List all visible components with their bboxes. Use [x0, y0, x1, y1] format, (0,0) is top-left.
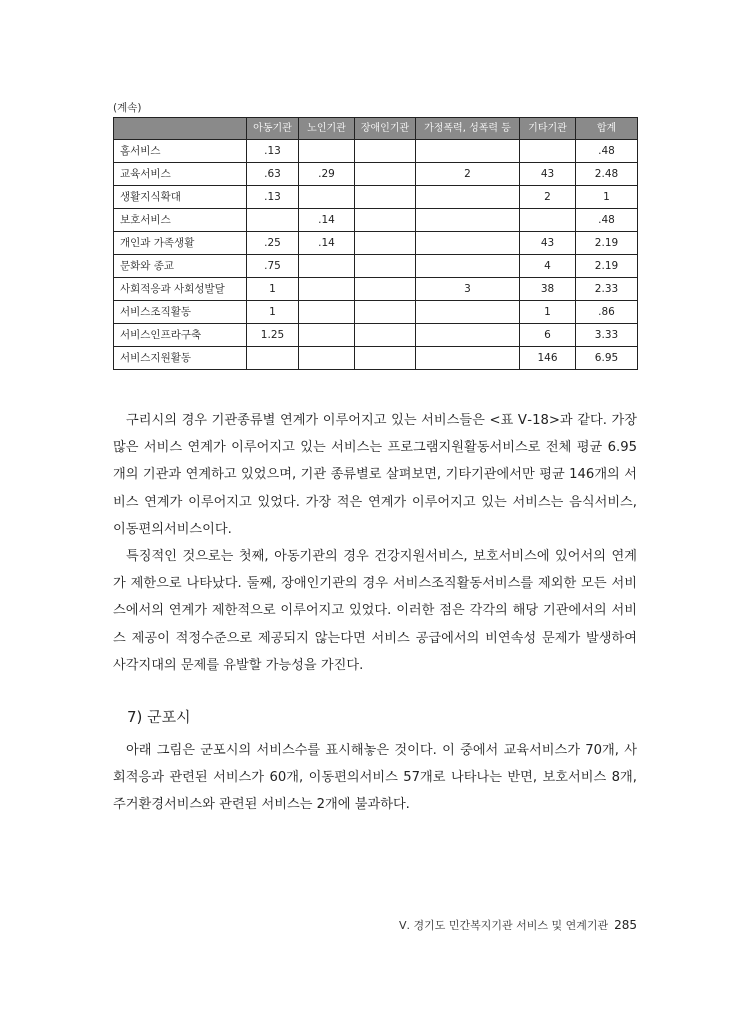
table-cell: 2 — [520, 186, 576, 209]
column-header: 장애인기관 — [355, 118, 416, 140]
table-cell: .13 — [247, 186, 299, 209]
table-cell: 3.33 — [576, 324, 638, 347]
table-cell: .86 — [576, 301, 638, 324]
table-cell — [520, 140, 576, 163]
table-cell: .25 — [247, 232, 299, 255]
row-label: 문화와 종교 — [114, 255, 247, 278]
table-cell — [416, 301, 520, 324]
row-label: 교육서비스 — [114, 163, 247, 186]
section-heading: 7) 군포시 — [127, 708, 191, 726]
table-cell: 2 — [416, 163, 520, 186]
table-cell — [416, 209, 520, 232]
table-cell — [299, 255, 355, 278]
section-paragraph: 아래 그림은 군포시의 서비스수를 표시해놓은 것이다. 이 중에서 교육서비스가 70개, 사회적응과 관련된 서비스가 60개, 이동편의서비스 57개로 나타나는 반면, 보호서비스 8개, 주거환경서비스와 관련된 서비스는 2개에 불과하다. — [113, 743, 637, 813]
table-row — [114, 278, 638, 301]
table-row — [114, 163, 638, 186]
column-header: 기타기관 — [520, 118, 576, 140]
column-header — [114, 118, 247, 140]
table-row — [114, 324, 638, 347]
table-cell: 2.48 — [576, 163, 638, 186]
column-header: 노인기관 — [299, 118, 355, 140]
table-cell — [416, 255, 520, 278]
table-cell: .29 — [299, 163, 355, 186]
table-cell: .48 — [576, 209, 638, 232]
continued-label: (계속) — [113, 102, 142, 114]
body-paragraph: 구리시의 경우 기관종류별 연계가 이루어지고 있는 서비스들은 <표 Ⅴ-18>과 같다. 가장 많은 서비스 연계가 이루어지고 있는 서비스는 프로그램지원활동서비스로 전체 평균 6.95개의 기관과 연계하고 있었으며, 기관 종류별로 살펴보면, 기타기관에서만 평균 146개의 서비스 연계가 이루어지고 있었다. 가장 적은 연계가 이루어지고 있는 서비스는 음식서비스, 이동편의서비스이다. — [113, 413, 637, 537]
row-label: 홈서비스 — [114, 140, 247, 163]
table-row — [114, 186, 638, 209]
column-header: 합계 — [576, 118, 638, 140]
table-cell — [416, 186, 520, 209]
table-cell — [299, 347, 355, 370]
table-cell: 4 — [520, 255, 576, 278]
table-cell: 2.19 — [576, 232, 638, 255]
row-label: 사회적응과 사회성발달 — [114, 278, 247, 301]
table-cell — [355, 347, 416, 370]
row-label: 서비스인프라구축 — [114, 324, 247, 347]
row-label: 생활지식확대 — [114, 186, 247, 209]
table-cell — [355, 324, 416, 347]
table-cell — [416, 232, 520, 255]
table-cell — [520, 209, 576, 232]
page-number: 285 — [614, 918, 637, 932]
table-cell — [299, 324, 355, 347]
table-cell: 43 — [520, 163, 576, 186]
table-cell: 1 — [576, 186, 638, 209]
table-cell — [355, 186, 416, 209]
table-cell: 2.33 — [576, 278, 638, 301]
table-cell — [355, 163, 416, 186]
table-cell — [299, 301, 355, 324]
footer-chapter-title: Ⅴ. 경기도 민간복지기관 서비스 및 연계기관 — [398, 919, 609, 932]
table-cell — [299, 140, 355, 163]
table-cell: .75 — [247, 255, 299, 278]
table-cell: 6.95 — [576, 347, 638, 370]
table-row — [114, 209, 638, 232]
table-cell: 1 — [520, 301, 576, 324]
row-label: 개인과 가족생활 — [114, 232, 247, 255]
body-paragraph: 특징적인 것으로는 첫째, 아동기관의 경우 건강지원서비스, 보호서비스에 있어서의 연계가 제한으로 나타났다. 둘째, 장애인기관의 경우 서비스조직활동서비스를 제외한 모든 서비스에서의 연계가 제한적으로 이루어지고 있었다. 이러한 점은 각각의 해당 기관에서의 서비스 제공이 적정수준으로 제공되지 않는다면 서비스 공급에서의 비연속성 문제가 발생하여 사각지대의 문제를 유발할 가능성을 가진다. — [113, 549, 637, 673]
data-table — [113, 117, 638, 370]
row-label: 보호서비스 — [114, 209, 247, 232]
table-cell — [247, 347, 299, 370]
table-row — [114, 255, 638, 278]
table-cell — [247, 209, 299, 232]
column-header: 아동기관 — [247, 118, 299, 140]
table-row — [114, 301, 638, 324]
table-cell: .14 — [299, 209, 355, 232]
table-row — [114, 232, 638, 255]
table-cell: 146 — [520, 347, 576, 370]
table-cell — [355, 301, 416, 324]
table-cell — [355, 278, 416, 301]
table-header-row — [114, 118, 638, 140]
table-cell — [416, 140, 520, 163]
table-cell — [299, 186, 355, 209]
table-cell: .48 — [576, 140, 638, 163]
row-label: 서비스조직활동 — [114, 301, 247, 324]
table-cell: .14 — [299, 232, 355, 255]
table-cell — [299, 278, 355, 301]
table-cell: .63 — [247, 163, 299, 186]
table-row — [114, 347, 638, 370]
page-footer — [300, 917, 637, 933]
table-cell: .13 — [247, 140, 299, 163]
table-cell: 2.19 — [576, 255, 638, 278]
table-cell — [355, 255, 416, 278]
table-cell: 43 — [520, 232, 576, 255]
table-cell: 3 — [416, 278, 520, 301]
table-cell: 1 — [247, 278, 299, 301]
table-cell — [355, 232, 416, 255]
table-cell: 1.25 — [247, 324, 299, 347]
table-cell: 1 — [247, 301, 299, 324]
table-cell — [355, 209, 416, 232]
table-row — [114, 140, 638, 163]
column-header: 가정폭력, 성폭력 등 — [416, 118, 520, 140]
table-cell — [355, 140, 416, 163]
table-cell: 6 — [520, 324, 576, 347]
table-cell: 38 — [520, 278, 576, 301]
table-cell — [416, 347, 520, 370]
table-cell — [416, 324, 520, 347]
row-label: 서비스지원활동 — [114, 347, 247, 370]
